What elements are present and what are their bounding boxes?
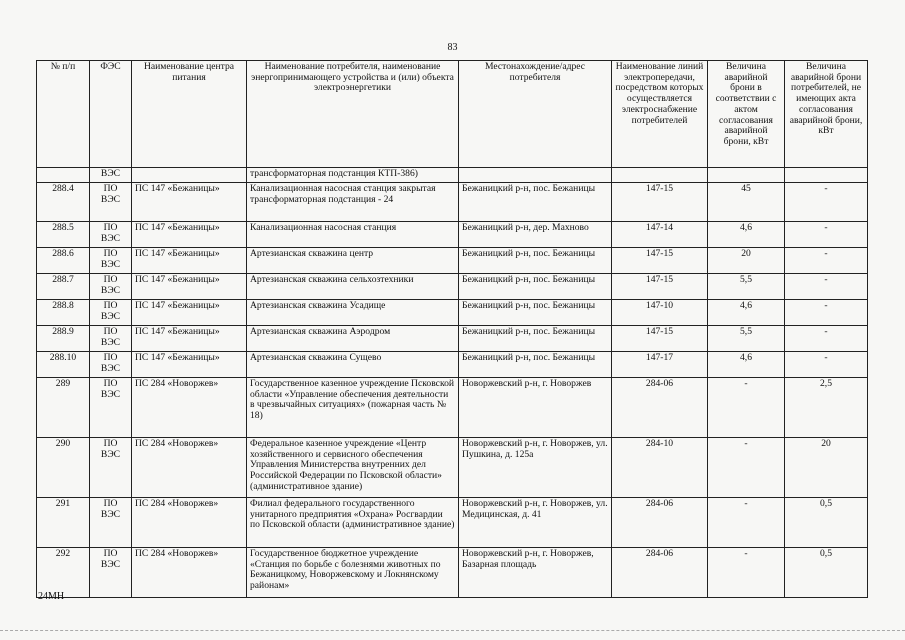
table-row: [37, 498, 868, 548]
cell-with-act: -: [708, 548, 785, 598]
cell-address: Бежаницкий р-н, пос. Бежаницы: [459, 300, 612, 326]
cell-num: 292: [37, 548, 90, 598]
cell-consumer: Артезианская скважина сельхозтехники: [247, 274, 459, 300]
continuation-row: [37, 168, 868, 183]
cell-with-act: -: [708, 498, 785, 548]
table-row: [37, 300, 868, 326]
cell-no-act: -: [785, 183, 868, 222]
cell-center: ПС 147 «Бежаницы»: [132, 352, 247, 378]
cell-no-act: 0,5: [785, 548, 868, 598]
cell-address: Новоржевский р-н, г. Новоржев: [459, 378, 612, 438]
table-row: [37, 274, 868, 300]
cell-consumer: Артезианская скважина Усадище: [247, 300, 459, 326]
cell-center: ПС 284 «Новоржев»: [132, 548, 247, 598]
table-row: [37, 326, 868, 352]
cell-consumer: Филиал федерального государственного унитарного предприятия «Охрана» Росгвардии по Псковской области (административное здание): [247, 498, 459, 548]
cell-no-act: 0,5: [785, 498, 868, 548]
cell-no-act: 2,5: [785, 378, 868, 438]
header-no-act: Величина аварийной брони потребителей, не имеющих акта согласования аварийной брони, кВт: [785, 61, 868, 168]
cell-consumer: Федеральное казенное учреждение «Центр хозяйственного и сервисного обеспечения Управления Министерства внутренних дел Российской Федерации по Псковской области» (административное здание): [247, 438, 459, 498]
cell-center: ПС 284 «Новоржев»: [132, 438, 247, 498]
table-row: [37, 352, 868, 378]
cell-line: 147-10: [612, 300, 708, 326]
cell-center: ПС 147 «Бежаницы»: [132, 326, 247, 352]
cell-with-act: 45: [708, 183, 785, 222]
cell-address: Новоржевский р-н, г. Новоржев, ул. Медицинская, д. 41: [459, 498, 612, 548]
cell-with-act: 4,6: [708, 300, 785, 326]
cell-with-act: 20: [708, 248, 785, 274]
cell-num: 290: [37, 438, 90, 498]
cell-with-act: [708, 168, 785, 183]
cell-no-act: -: [785, 326, 868, 352]
document-code: 24МН: [38, 591, 65, 602]
cell-with-act: 4,6: [708, 222, 785, 248]
cell-no-act: [785, 168, 868, 183]
cell-num: 291: [37, 498, 90, 548]
cell-line: 147-17: [612, 352, 708, 378]
cell-address: Новоржевский р-н, г. Новоржев, ул. Пушкина, д. 125а: [459, 438, 612, 498]
cell-with-act: -: [708, 378, 785, 438]
table-row: [37, 548, 868, 598]
cell-consumer: трансформаторная подстанция КТП-386): [247, 168, 459, 183]
cell-line: 147-14: [612, 222, 708, 248]
cell-center: ПС 284 «Новоржев»: [132, 378, 247, 438]
table-row: [37, 183, 868, 222]
cell-num: [37, 168, 90, 183]
cell-line: 284-06: [612, 378, 708, 438]
cell-address: Бежаницкий р-н, пос. Бежаницы: [459, 248, 612, 274]
cell-consumer: Государственное казенное учреждение Псковской области «Управление обеспечения деятельности в чрезвычайных ситуациях» (пожарная часть № 18): [247, 378, 459, 438]
cell-consumer: Канализационная насосная станция: [247, 222, 459, 248]
cell-center: ПС 284 «Новоржев»: [132, 498, 247, 548]
cell-no-act: -: [785, 274, 868, 300]
cell-no-act: -: [785, 248, 868, 274]
cell-no-act: -: [785, 222, 868, 248]
cell-center: ПС 147 «Бежаницы»: [132, 222, 247, 248]
header-line: Наименование линий электропередачи, посредством которых осуществляется электроснабжение потребителей: [612, 61, 708, 168]
page-edge-divider: [0, 630, 905, 632]
cell-center: [132, 168, 247, 183]
cell-center: ПС 147 «Бежаницы»: [132, 183, 247, 222]
header-num: № п/п: [37, 61, 90, 168]
cell-num: 288.8: [37, 300, 90, 326]
header-fes: ФЭС: [90, 61, 132, 168]
cell-no-act: -: [785, 352, 868, 378]
table-row: [37, 222, 868, 248]
header-with-act: Величина аварийной брони в соответствии с актом согласования аварийной брони, кВт: [708, 61, 785, 168]
emergency-reserve-table: [36, 60, 868, 598]
cell-fes: ПО ВЭС: [90, 326, 132, 352]
header-consumer: Наименование потребителя, наименование энергопринимающего устройства и (или) объекта электроэнергетики: [247, 61, 459, 168]
cell-consumer: Государственное бюджетное учреждение «Станция по борьбе с болезнями животных по Бежаницкому, Новоржевскому и Локнянскому районам»: [247, 548, 459, 598]
cell-line: 147-15: [612, 274, 708, 300]
cell-center: ПС 147 «Бежаницы»: [132, 274, 247, 300]
cell-address: [459, 168, 612, 183]
cell-address: Бежаницкий р-н, дер. Махново: [459, 222, 612, 248]
cell-center: ПС 147 «Бежаницы»: [132, 248, 247, 274]
cell-line: 284-06: [612, 498, 708, 548]
header-address: Местонахождение/адрес потребителя: [459, 61, 612, 168]
cell-line: [612, 168, 708, 183]
cell-no-act: 20: [785, 438, 868, 498]
table-row: [37, 438, 868, 498]
cell-consumer: Канализационная насосная станция закрытая трансформаторная подстанция - 24: [247, 183, 459, 222]
cell-address: Новоржевский р-н, г. Новоржев, Базарная площадь: [459, 548, 612, 598]
cell-num: 288.10: [37, 352, 90, 378]
cell-consumer: Артезианская скважина Сущево: [247, 352, 459, 378]
cell-num: 288.9: [37, 326, 90, 352]
cell-fes: ПО ВЭС: [90, 300, 132, 326]
cell-fes: ВЭС: [90, 168, 132, 183]
cell-address: Бежаницкий р-н, пос. Бежаницы: [459, 183, 612, 222]
cell-with-act: 4,6: [708, 352, 785, 378]
cell-line: 284-06: [612, 548, 708, 598]
cell-with-act: -: [708, 438, 785, 498]
cell-address: Бежаницкий р-н, пос. Бежаницы: [459, 326, 612, 352]
cell-fes: ПО ВЭС: [90, 248, 132, 274]
cell-num: 288.6: [37, 248, 90, 274]
header-center: Наименование центра питания: [132, 61, 247, 168]
page-number: 83: [447, 42, 458, 53]
cell-consumer: Артезианская скважина центр: [247, 248, 459, 274]
cell-num: 288.4: [37, 183, 90, 222]
cell-line: 147-15: [612, 183, 708, 222]
cell-fes: ПО ВЭС: [90, 352, 132, 378]
cell-center: ПС 147 «Бежаницы»: [132, 300, 247, 326]
cell-with-act: 5,5: [708, 326, 785, 352]
cell-fes: ПО ВЭС: [90, 548, 132, 598]
cell-fes: ПО ВЭС: [90, 378, 132, 438]
cell-fes: ПО ВЭС: [90, 498, 132, 548]
cell-line: 284-10: [612, 438, 708, 498]
cell-num: 288.5: [37, 222, 90, 248]
cell-line: 147-15: [612, 326, 708, 352]
cell-fes: ПО ВЭС: [90, 183, 132, 222]
table-row: [37, 248, 868, 274]
cell-address: Бежаницкий р-н, пос. Бежаницы: [459, 274, 612, 300]
header-row: [37, 61, 868, 168]
cell-with-act: 5,5: [708, 274, 785, 300]
cell-fes: ПО ВЭС: [90, 222, 132, 248]
cell-fes: ПО ВЭС: [90, 438, 132, 498]
cell-fes: ПО ВЭС: [90, 274, 132, 300]
cell-consumer: Артезианская скважина Аэродром: [247, 326, 459, 352]
cell-no-act: -: [785, 300, 868, 326]
table-row: [37, 378, 868, 438]
cell-line: 147-15: [612, 248, 708, 274]
cell-address: Бежаницкий р-н, пос. Бежаницы: [459, 352, 612, 378]
cell-num: 288.7: [37, 274, 90, 300]
cell-num: 289: [37, 378, 90, 438]
